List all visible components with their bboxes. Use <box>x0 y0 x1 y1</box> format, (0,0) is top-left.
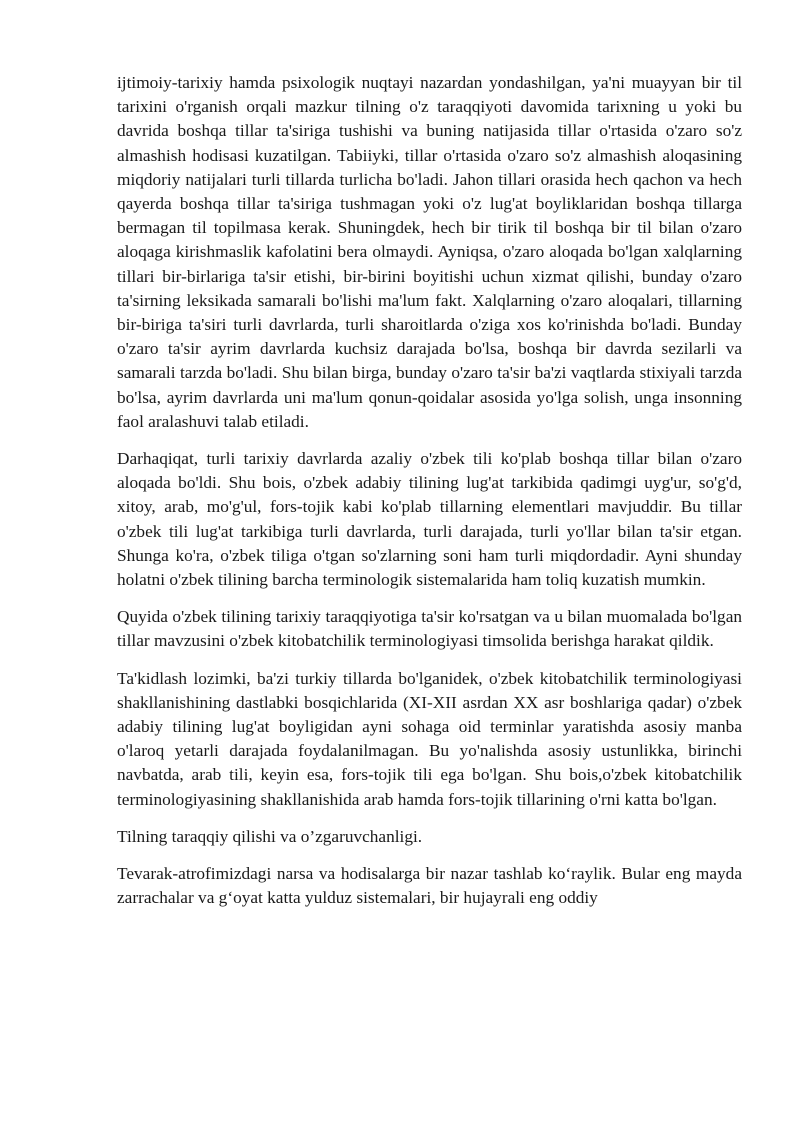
paragraph-4: Ta'kidlash lozimki, ba'zi turkiy tillarda bo'lganidek, o'zbek kitobatchilik terminologiyasi shakllanishining dastlabki bosqichlarida (XI-XII asrdan XX asr boshlariga qadar) o'zbek adabiy tilining lug'at boyligidan ayni sohaga oid terminlar yaratishda asosiy manba o'laroq yetarli darajada foydalanilmagan. Bu yo'nalishda asosiy ustunlikka, birinchi navbatda, arab tili, keyin esa, fors-tojik tili ega bo'lgan. Shu bois,o'zbek kitobatchilik terminologiyasining shakllanishida arab hamda fors-tojik tillarining o'rni katta bo'lgan. <box>117 668 742 809</box>
paragraph-2: Darhaqiqat, turli tarixiy davrlarda azaliy o'zbek tili ko'plab boshqa tillar bilan o'zaro aloqada bo'ldi. Shu bois, o'zbek adabiy tilining lug'at tarkibida qadimgi uyg'ur, so'g'd, xitoy, arab, mo'g'ul, fors-tojik kabi ko'plab tillarning elementlari mavjuddir. Bu tillar o'zbek tili lug'at tarkibiga turli davrlarda, turli darajada, turli yo'llar bilan ta'sir etgan. Shunga ko'ra, o'zbek tiliga o'tgan so'zlarning soni ham turli miqdordadir. Ayni shunday holatni o'zbek tilining barcha terminologik sistemalarida ham toliq kuzatish mumkin. <box>117 449 742 590</box>
section-heading: Tilning taraqqiy qilishi va o’zgaruvchanligi. <box>117 826 423 846</box>
paragraph-3: Quyida o'zbek tilining tarixiy taraqqiyotiga ta'sir ko'rsatgan va u bilan muomalada bo'lgan tillar mavzusini o'zbek kitobatchilik terminologiyasi timsolida berishga harakat qildik. <box>117 607 742 651</box>
body-text <box>117 71 742 924</box>
paragraph-5: Tevarak-atrofimizdagi narsa va hodisalarga bir nazar tashlab ko‘raylik. Bular eng mayda zarrachalar va g‘oyat katta yulduz sistemalari, bir hujayrali eng oddiy <box>117 864 742 908</box>
paragraph-1: ijtimoiy-tarixiy hamda psixologik nuqtayi nazardan yondashilgan, ya'ni muayyan bir til tarixini o'rganish orqali mazkur tilning o'z taraqqiyoti davomida tarixning u yoki bu davrida boshqa tillar ta'siriga tushishi va buning natijasida tillar o'rtasida o'zaro so'z almashish hodisasi kuzatilgan. Tabiiyki, tillar o'rtasida o'zaro so'z almashish aloqasining miqdoriy natijalari turli tillarda turlicha bo'ladi. Jahon tillari orasida hech qachon va hech qayerda boshqa tillar ta'siriga tushmagan yoki o'z lug'at boyliklaridan boshqa tillarga bermagan til topilmasa kerak. Shuningdek, hech bir tirik til boshqa bir til bilan o'zaro aloqaga kirishmaslik kafolatini bera olmaydi. Ayniqsa, o'zaro aloqada bo'lgan xalqlarning tillari bir-birlariga ta'sir etishi, bir-birini boyitishi uchun xizmat qilishi, bunday o'zaro ta'sirning leksikada samarali bo'lishi ma'lum fakt. Xalqlarning o'zaro aloqalari, tillarning bir-biriga ta'siri turli davrlarda, turli sharoitlarda o'ziga xos ko'rinishda bo'ladi. Bunday o'zaro ta'sir ayrim davrlarda kuchsiz darajada bo'lsa, boshqa bir davrda sezilarli va samarali tarzda bo'ladi. Shu bilan birga, bunday o'zaro ta'sir ba'zi vaqtlarda stixiyali tarzda bo'lsa, ayrim davrlarda uni ma'lum qonun-qoidalar asosida yo'lga solish, unga insonning faol aralashuvi talab etiladi. <box>117 73 742 431</box>
